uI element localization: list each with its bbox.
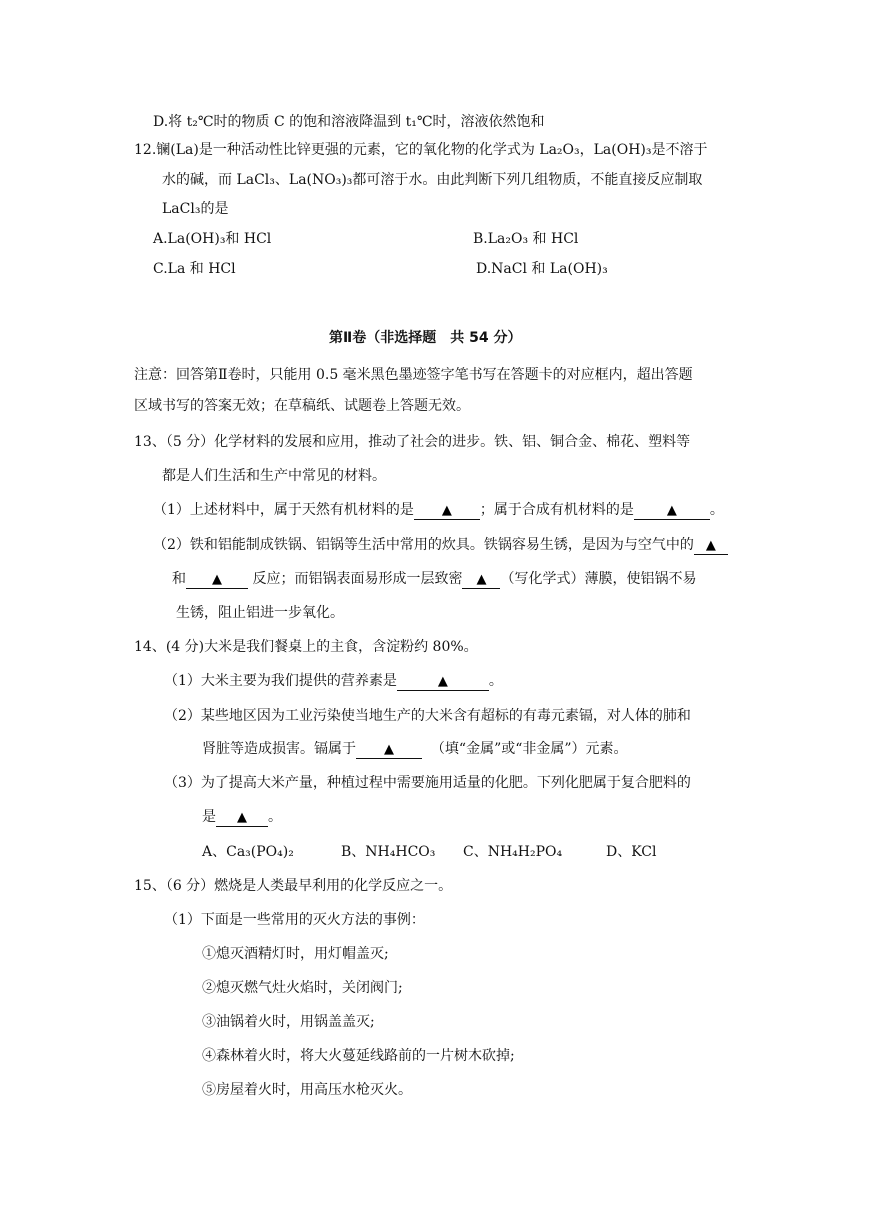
q13-part2-line2 <box>172 569 696 589</box>
q13-part1-text-a: （1）上述材料中，属于天然有机材料的是 <box>153 502 414 518</box>
q14-part1 <box>164 671 503 691</box>
triangle-marker-icon: ▲ <box>237 810 247 825</box>
q14-stem: 14、(4 分)大米是我们餐桌上的主食，含淀粉约 80%。 <box>134 639 478 655</box>
q13-part2-text-c: 反应；而铝锅表面易形成一层致密 <box>252 571 463 587</box>
q14-option-b: B、NH₄HCO₃ <box>341 844 436 860</box>
answer-blank[interactable] <box>694 537 728 555</box>
q13-part2-line3: 生锈，阻止铝进一步氧化。 <box>176 605 344 621</box>
q13-part2-text-b: 和 <box>172 571 186 587</box>
q14-part2-text-a: 肾脏等造成损害。镉属于 <box>202 741 356 757</box>
q14-part1-text-b: 。 <box>488 673 503 689</box>
q12-stem-line1: 12.镧(La)是一种活动性比锌更强的元素，它的氧化物的化学式为 La₂O₃，La(OH)₃是不溶于 <box>134 142 708 158</box>
q15-item-1: ①熄灭酒精灯时，用灯帽盖灭; <box>202 946 389 962</box>
q15-item-4: ④森林着火时，将大火蔓延线路前的一片树木砍掉; <box>202 1048 515 1064</box>
q12-stem-line2: 水的碱，而 LaCl₃、La(NO₃)₃都可溶于水。由此判断下列几组物质，不能直接反应制取 <box>162 172 703 188</box>
q12-option-a: A.La(OH)₃和 HCl <box>153 231 272 247</box>
q14-part2-line2 <box>202 739 628 759</box>
answer-blank[interactable] <box>356 741 422 759</box>
answer-blank[interactable] <box>462 571 500 589</box>
q12-option-d: D.NaCl 和 La(OH)₃ <box>476 261 608 277</box>
triangle-marker-icon: ▲ <box>384 742 394 757</box>
q14-option-c: C、NH₄H₂PO₄ <box>463 844 563 860</box>
q15-item-2: ②熄灭燃气灶火焰时，关闭阀门; <box>202 980 403 996</box>
triangle-marker-icon: ▲ <box>212 572 222 587</box>
triangle-marker-icon: ▲ <box>666 503 677 518</box>
q14-part3-text-b: 。 <box>268 809 282 825</box>
answer-blank[interactable] <box>186 571 248 589</box>
q14-part1-text-a: （1）大米主要为我们提供的营养素是 <box>164 673 397 689</box>
q14-part3-text-a: 是 <box>202 809 216 825</box>
section-title: 第Ⅱ卷（非选择题 共 54 分） <box>329 330 522 346</box>
answer-blank[interactable] <box>634 502 710 520</box>
q13-part1-text-c: 。 <box>709 502 724 518</box>
q14-option-d: D、KCl <box>606 844 657 860</box>
answer-blank[interactable] <box>414 502 480 520</box>
q11-option-d: D.将 t₂℃时的物质 C 的饱和溶液降温到 t₁℃时，溶液依然饱和 <box>153 114 545 130</box>
q14-part2-line1: （2）某些地区因为工业污染使当地生产的大米含有超标的有毒元素镉，对人体的肺和 <box>164 708 691 724</box>
q12-option-c: C.La 和 HCl <box>153 261 236 277</box>
q13-part2-text-d: （写化学式）薄膜，使铝锅不易 <box>500 571 697 587</box>
triangle-marker-icon: ▲ <box>705 538 716 553</box>
triangle-marker-icon: ▲ <box>476 572 487 587</box>
q13-part2-line1 <box>153 535 728 555</box>
q13-stem-line1: 13、（5 分）化学材料的发展和应用，推动了社会的进步。铁、铝、铜合金、棉花、塑料等 <box>134 434 691 450</box>
answer-blank[interactable] <box>216 809 268 827</box>
triangle-marker-icon: ▲ <box>441 503 452 518</box>
q15-item-3: ③油锅着火时，用锅盖盖灭; <box>202 1014 375 1030</box>
q14-part3-line1: （3）为了提高大米产量，种植过程中需要施用适量的化肥。下列化肥属于复合肥料的 <box>164 775 691 791</box>
q13-part1 <box>153 500 724 520</box>
q13-part1-text-b: ；属于合成有机材料的是 <box>479 502 634 518</box>
section-notice-line2: 区域书写的答案无效；在草稿纸、试题卷上答题无效。 <box>134 398 470 414</box>
q14-part2-text-b: （填“金属”或“非金属”）元素。 <box>430 741 628 757</box>
q12-option-b: B.La₂O₃ 和 HCl <box>473 231 579 247</box>
q12-stem-line3: LaCl₃的是 <box>162 201 229 217</box>
q13-stem-line2: 都是人们生活和生产中常见的材料。 <box>162 468 386 484</box>
q13-part2-text-a: （2）铁和铝能制成铁锅、铝锅等生活中常用的炊具。铁锅容易生锈，是因为与空气中的 <box>153 537 694 553</box>
q14-option-a: A、Ca₃(PO₄)₂ <box>202 844 294 860</box>
q15-stem: 15、（6 分）燃烧是人类最早利用的化学反应之一。 <box>134 878 453 894</box>
q15-part1: （1）下面是一些常用的灭火方法的事例： <box>164 912 425 928</box>
triangle-marker-icon: ▲ <box>437 674 448 689</box>
section-notice-line1: 注意：回答第Ⅱ卷时，只能用 0.5 毫米黑色墨迹签字笔书写在答题卡的对应框内，超出答题 <box>134 367 693 383</box>
answer-blank[interactable] <box>397 673 489 691</box>
q14-part3-line2 <box>202 807 282 827</box>
q15-item-5: ⑤房屋着火时，用高压水枪灭火。 <box>202 1082 412 1098</box>
